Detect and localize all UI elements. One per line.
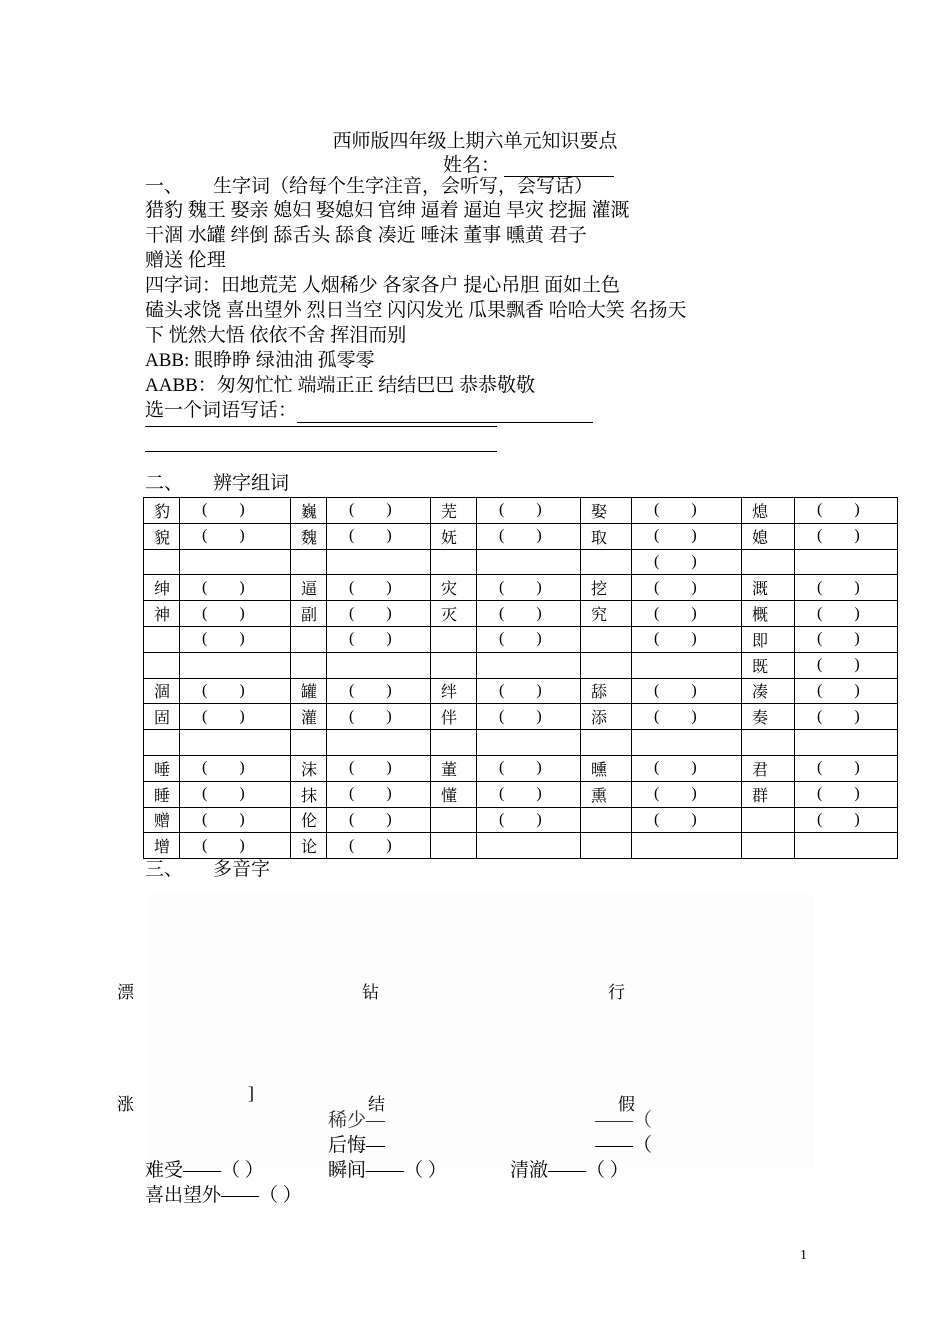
answer-cell[interactable]: ( ) (795, 807, 898, 833)
table-row (144, 678, 898, 704)
answer-cell[interactable]: ( ) (180, 601, 291, 627)
answer-cell[interactable]: ( ) (795, 575, 898, 601)
answer-cell[interactable]: ( ) (180, 498, 291, 524)
fragment-2: 后悔— (328, 1135, 386, 1156)
answer-cell[interactable] (327, 730, 431, 756)
char-cell: 抹 (291, 781, 327, 807)
answer-cell[interactable]: ( ) (795, 626, 898, 652)
char-cell (144, 626, 180, 652)
answer-cell[interactable]: ( ) (180, 575, 291, 601)
name-label: 姓名： (443, 155, 501, 176)
answer-cell[interactable]: ( ) (632, 704, 742, 730)
answer-cell[interactable]: ( ) (477, 498, 581, 524)
char-cell: 增 (144, 833, 180, 859)
char-cell: 概 (742, 601, 795, 627)
answer-cell[interactable]: ( ) (180, 755, 291, 781)
char-cell: 添 (581, 704, 632, 730)
char-cell: 沫 (291, 755, 327, 781)
answer-cell[interactable] (632, 730, 742, 756)
answer-cell[interactable]: ( ) (632, 523, 742, 549)
answer-cell[interactable]: ( ) (795, 678, 898, 704)
answer-cell[interactable]: ( ) (327, 523, 431, 549)
answer-cell[interactable] (327, 652, 431, 678)
answer-cell[interactable]: ( ) (327, 498, 431, 524)
table-row (144, 704, 898, 730)
answer-cell[interactable]: ( ) (327, 755, 431, 781)
answer-cell[interactable]: ( ) (477, 704, 581, 730)
char-cell: 绅 (144, 575, 180, 601)
char-cell: 固 (144, 704, 180, 730)
char-cell (431, 549, 477, 575)
answer-cell[interactable]: ( ) (632, 601, 742, 627)
char-cell: 董 (431, 755, 477, 781)
table-row (144, 549, 898, 575)
char-cell: 取 (581, 523, 632, 549)
answer-cell[interactable]: ( ) (795, 652, 898, 678)
char-cell: 群 (742, 781, 795, 807)
char-cell (291, 626, 327, 652)
fragment-bracket: ] (248, 1083, 254, 1103)
char-cell (581, 807, 632, 833)
fragment-3: ——（ (595, 1110, 653, 1131)
char-cell: 神 (144, 601, 180, 627)
answer-cell[interactable] (477, 652, 581, 678)
char-cell: 巍 (291, 498, 327, 524)
write-blank-3[interactable] (145, 451, 497, 452)
answer-cell[interactable]: ( ) (477, 678, 581, 704)
char-cell (581, 652, 632, 678)
char-cell (144, 652, 180, 678)
answer-cell[interactable]: ( ) (180, 678, 291, 704)
answer-cell[interactable]: ( ) (632, 755, 742, 781)
char-cell (742, 730, 795, 756)
char-cell: 熏 (581, 781, 632, 807)
idiom-line-3: 下 恍然大悟 依依不舍 挥泪而别 (145, 325, 407, 346)
answer-cell[interactable] (180, 549, 291, 575)
fragment-1: 稀少— (328, 1110, 386, 1131)
answer-cell[interactable]: ( ) (327, 626, 431, 652)
table-row (144, 498, 898, 524)
answer-cell[interactable] (327, 549, 431, 575)
char-cell: 赠 (144, 807, 180, 833)
answer-cell[interactable] (795, 833, 898, 859)
answer-cell[interactable] (632, 652, 742, 678)
fragment-7: 清澈——（ ） (510, 1160, 629, 1181)
answer-cell[interactable] (477, 730, 581, 756)
answer-cell[interactable]: ( ) (477, 523, 581, 549)
char-cell: 芜 (431, 498, 477, 524)
answer-cell[interactable]: ( ) (795, 498, 898, 524)
answer-cell[interactable]: ( ) (327, 781, 431, 807)
char-cell: 涸 (144, 678, 180, 704)
char-cell: 貌 (144, 523, 180, 549)
answer-cell[interactable]: ( ) (180, 704, 291, 730)
answer-cell[interactable]: ( ) (477, 601, 581, 627)
answer-cell[interactable]: ( ) (477, 626, 581, 652)
idiom-line-1: 四字词：田地荒芜 人烟稀少 各家各户 提心吊胆 面如土色 (145, 275, 621, 296)
fragment-6: 瞬间——（ ） (328, 1160, 447, 1181)
answer-cell[interactable]: ( ) (327, 601, 431, 627)
table-row (144, 523, 898, 549)
char-cell: 娶 (581, 498, 632, 524)
answer-cell[interactable]: ( ) (795, 781, 898, 807)
word-line-3: 赠送 伦理 (145, 250, 226, 271)
char-cell: 挖 (581, 575, 632, 601)
table-row (144, 575, 898, 601)
answer-cell[interactable]: ( ) (632, 781, 742, 807)
table-row (144, 833, 898, 859)
answer-cell[interactable] (795, 730, 898, 756)
char-cell: 熄 (742, 498, 795, 524)
word-line-2: 干涸 水罐 绊倒 舔舌头 舔食 凑近 唾沫 董事 曛黄 君子 (145, 225, 587, 246)
char-cell (431, 652, 477, 678)
char-cell: 曛 (581, 755, 632, 781)
answer-cell[interactable] (180, 652, 291, 678)
poly-char-2: 钻 (362, 983, 379, 1002)
char-cell (291, 652, 327, 678)
section2-heading: 二、 辨字组词 (145, 473, 290, 494)
section3-heading: 三、 多音字 (145, 859, 271, 880)
char-cell (431, 833, 477, 859)
char-cell: 究 (581, 601, 632, 627)
table-row (144, 807, 898, 833)
char-cell: 豹 (144, 498, 180, 524)
name-field[interactable] (443, 150, 614, 177)
answer-cell[interactable]: ( ) (795, 601, 898, 627)
poly-char-3: 行 (608, 983, 625, 1002)
char-cell (431, 626, 477, 652)
answer-cell[interactable]: ( ) (632, 678, 742, 704)
char-cell (144, 549, 180, 575)
answer-cell[interactable]: ( ) (632, 498, 742, 524)
char-cell (742, 833, 795, 859)
table-row (144, 730, 898, 756)
char-cell (144, 730, 180, 756)
char-cell: 溉 (742, 575, 795, 601)
char-cell: 罐 (291, 678, 327, 704)
answer-cell[interactable]: ( ) (180, 781, 291, 807)
char-cell: 妩 (431, 523, 477, 549)
last-line: 喜出望外——（ ） (145, 1185, 302, 1206)
char-cell: 灭 (431, 601, 477, 627)
answer-cell[interactable]: ( ) (795, 704, 898, 730)
answer-cell[interactable]: ( ) (327, 575, 431, 601)
write-blank-2[interactable] (145, 426, 497, 427)
char-cell: 论 (291, 833, 327, 859)
char-cell (742, 549, 795, 575)
char-cell: 灾 (431, 575, 477, 601)
answer-cell[interactable]: ( ) (477, 807, 581, 833)
answer-cell[interactable]: ( ) (327, 807, 431, 833)
table-row (144, 781, 898, 807)
poly-char-5: 结 (368, 1095, 385, 1114)
char-cell: 副 (291, 601, 327, 627)
char-cell: 绊 (431, 678, 477, 704)
answer-cell[interactable] (632, 833, 742, 859)
char-cell: 凑 (742, 678, 795, 704)
char-cell (581, 549, 632, 575)
fragment-5: 难受——（ ） (145, 1160, 264, 1181)
char-cell: 奏 (742, 704, 795, 730)
answer-cell[interactable]: ( ) (477, 781, 581, 807)
answer-cell[interactable] (477, 549, 581, 575)
answer-cell[interactable]: ( ) (180, 523, 291, 549)
table-row (144, 652, 898, 678)
char-cell: 魏 (291, 523, 327, 549)
table-row (144, 601, 898, 627)
char-cell: 伴 (431, 704, 477, 730)
answer-cell[interactable]: ( ) (477, 755, 581, 781)
write-prompt: 选一个词语写话： (145, 399, 593, 423)
answer-cell[interactable]: ( ) (327, 833, 431, 859)
answer-cell[interactable] (477, 833, 581, 859)
fragment-4: ——（ (595, 1135, 653, 1156)
answer-cell[interactable]: ( ) (477, 575, 581, 601)
char-cell: 伦 (291, 807, 327, 833)
char-cell: 逼 (291, 575, 327, 601)
answer-cell[interactable]: ( ) (795, 755, 898, 781)
char-cell: 媳 (742, 523, 795, 549)
char-cell (581, 626, 632, 652)
page-title: 西师版四年级上期六单元知识要点 (332, 131, 618, 152)
answer-cell[interactable]: ( ) (795, 523, 898, 549)
char-cell (431, 807, 477, 833)
word-line-1: 猎豹 魏王 娶亲 媳妇 娶媳妇 官绅 逼着 逼迫 旱灾 挖掘 灌溉 (145, 200, 630, 221)
char-cell: 舔 (581, 678, 632, 704)
char-cell (581, 833, 632, 859)
char-cell (581, 730, 632, 756)
answer-cell[interactable] (795, 549, 898, 575)
abb-line: ABB: 眼睁睁 绿油油 孤零零 (145, 350, 375, 371)
char-distinction-table (143, 497, 898, 859)
obscured-region (148, 892, 813, 1170)
answer-cell[interactable]: ( ) (632, 626, 742, 652)
poly-char-1: 漂 (117, 983, 134, 1002)
answer-cell[interactable]: ( ) (180, 807, 291, 833)
char-cell: 灌 (291, 704, 327, 730)
answer-cell[interactable]: ( ) (327, 704, 431, 730)
char-cell: 君 (742, 755, 795, 781)
char-cell (291, 730, 327, 756)
idiom-line-2: 磕头求饶 喜出望外 烈日当空 闪闪发光 瓜果飘香 哈哈大笑 名扬天 (145, 300, 687, 321)
char-cell (291, 549, 327, 575)
poly-char-4: 涨 (117, 1095, 134, 1114)
answer-cell[interactable]: ( ) (180, 833, 291, 859)
section1-heading: 一、 生字词（给每个生字注音，会听写，会写话） (145, 176, 594, 197)
table-row (144, 626, 898, 652)
char-cell (742, 807, 795, 833)
char-cell (431, 730, 477, 756)
answer-cell[interactable]: ( ) (632, 575, 742, 601)
answer-cell[interactable]: ( ) (327, 678, 431, 704)
char-cell: 唾 (144, 755, 180, 781)
table-row (144, 755, 898, 781)
answer-cell[interactable]: ( ) (632, 807, 742, 833)
poly-char-6: 假 (618, 1095, 635, 1114)
answer-cell[interactable]: ( ) (632, 549, 742, 575)
char-cell: 既 (742, 652, 795, 678)
char-cell: 懂 (431, 781, 477, 807)
aabb-line: AABB：匆匆忙忙 端端正正 结结巴巴 恭恭敬敬 (145, 375, 536, 396)
write-blank-1[interactable] (297, 404, 593, 423)
answer-cell[interactable] (180, 730, 291, 756)
char-cell: 即 (742, 626, 795, 652)
page-number: 1 (800, 1248, 807, 1263)
answer-cell[interactable]: ( ) (180, 626, 291, 652)
char-cell: 睡 (144, 781, 180, 807)
